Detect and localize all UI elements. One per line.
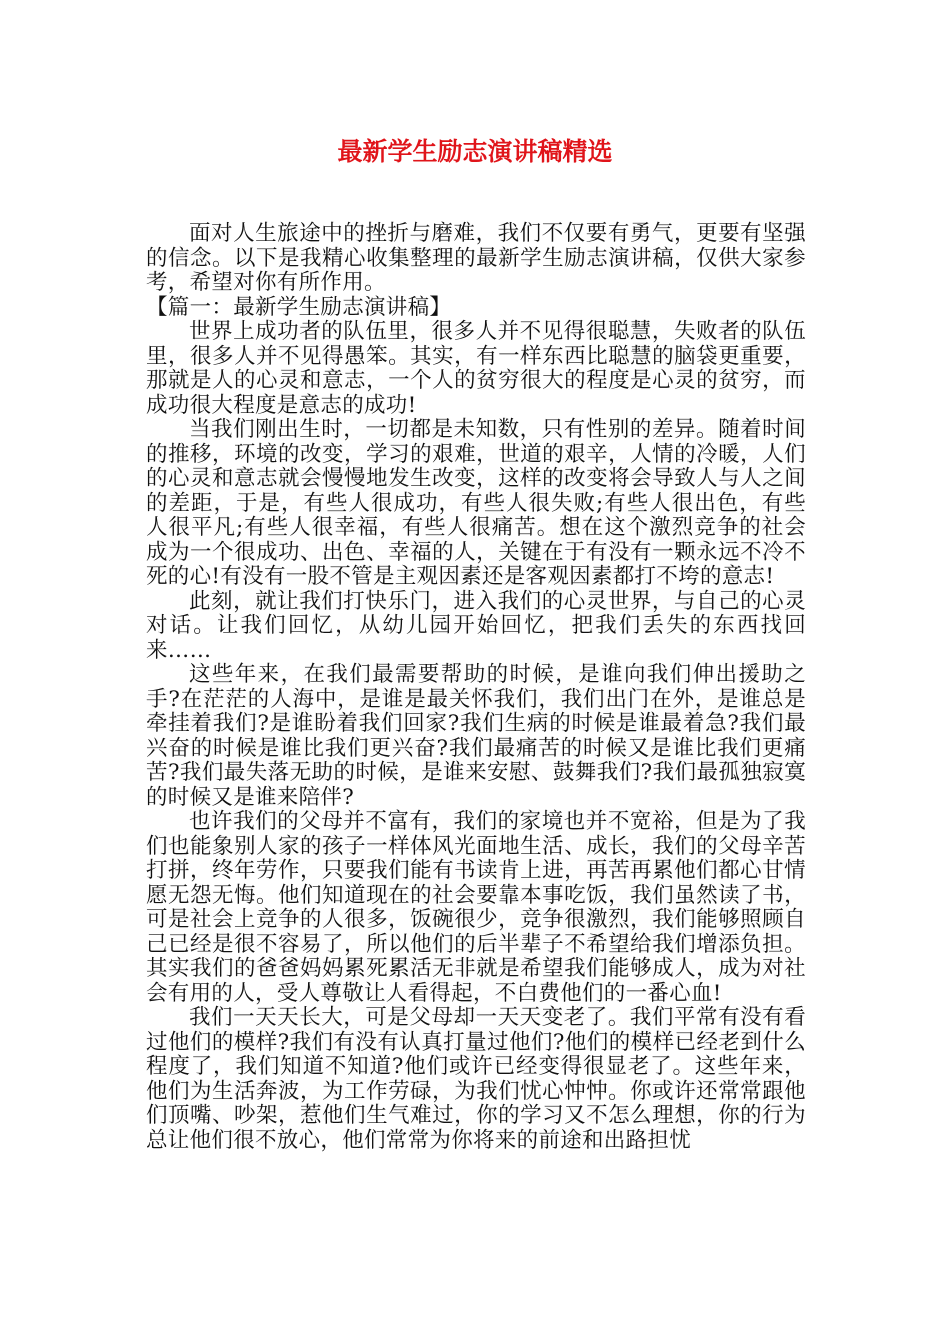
section-heading: 【篇一：最新学生励志演讲稿】	[146, 294, 452, 320]
intro-paragraph: 面对人生旅途中的挫折与磨难，我们不仅要有勇气，更要有坚强的信念。以下是我精心收集整理的最新学生励志演讲稿，仅供大家参考，希望对你有所作用。	[146, 221, 806, 295]
document-title: 最新学生励志演讲稿精选	[337, 137, 613, 166]
body-paragraph-1: 世界上成功者的队伍里，很多人并不见得很聪慧，失败者的队伍里，很多人并不见得愚笨。其实，有一样东西比聪慧的脑袋更重要，那就是人的心灵和意志，一个人的贫穷很大的程度是心灵的贫穷，而成功很大程度是意志的成功!	[146, 319, 806, 418]
document-body	[146, 222, 806, 1153]
body-paragraph-4: 这些年来，在我们最需要帮助的时候，是谁向我们伸出援助之手?在茫茫的人海中，是谁是最关怀我们，我们出门在外，是谁总是牵挂着我们?是谁盼着我们回家?我们生病的时候是谁最着急?我们最兴奋的时候是谁比我们更兴奋?我们最痛苦的时候又是谁比我们更痛苦?我们最失落无助的时候，是谁来安慰、鼓舞我们?我们最孤独寂寞的时候又是谁来陪伴?	[146, 662, 806, 810]
body-paragraph-3: 此刻，就让我们打快乐门，进入我们的心灵世界，与自己的心灵对话。让我们回忆，从幼儿园开始回忆，把我们丢失的东西找回来……	[146, 588, 806, 663]
body-paragraph-5: 也许我们的父母并不富有，我们的家境也并不宽裕，但是为了我们也能象别人家的孩子一样体风光面地生活、成长，我们的父母辛苦打拼，终年劳作，只要我们能有书读肯上进，再苦再累他们都心甘情愿无怨无悔。他们知道现在的社会要靠本事吃饭，我们虽然读了书，可是社会上竞争的人很多，饭碗很少，竞争很激烈，我们能够照顾自己已经是很不容易了，所以他们的后半辈子不希望给我们增添负担。其实我们的爸爸妈妈累死累活无非就是希望我们能够成人，成为对社会有用的人，受人尊敬让人看得起，不白费他们的一番心血!	[146, 809, 806, 1006]
body-paragraph-6: 我们一天天长大，可是父母却一天天变老了。我们平常有没有看过他们的模样?我们有没有认真打量过他们?他们的模样已经老到什么程度了，我们知道不知道?他们或许已经变得很显老了。这些年来，他们为生活奔波，为工作劳碌，为我们忧心忡忡。你或许还常常跟他们顶嘴、吵架，惹他们生气难过，你的学习又不怎么理想，你的行为总让他们很不放心，他们常常为你将来的前途和出路担忧	[146, 1005, 806, 1153]
body-paragraph-2: 当我们刚出生时，一切都是未知数，只有性别的差异。随着时间的推移，环境的改变，学习的艰难，世道的艰辛，人情的冷暖，人们的心灵和意志就会慢慢地发生改变，这样的改变将会导致人与人之间的差距，于是，有些人很成功，有些人很失败;有些人很出色，有些人很平凡;有些人很幸福，有些人很痛苦。想在这个激烈竞争的社会成为一个很成功、出色、幸福的人，关键在于有没有一颗永远不冷不死的心!有没有一股不管是主观因素还是客观因素都打不垮的意志!	[146, 417, 806, 589]
